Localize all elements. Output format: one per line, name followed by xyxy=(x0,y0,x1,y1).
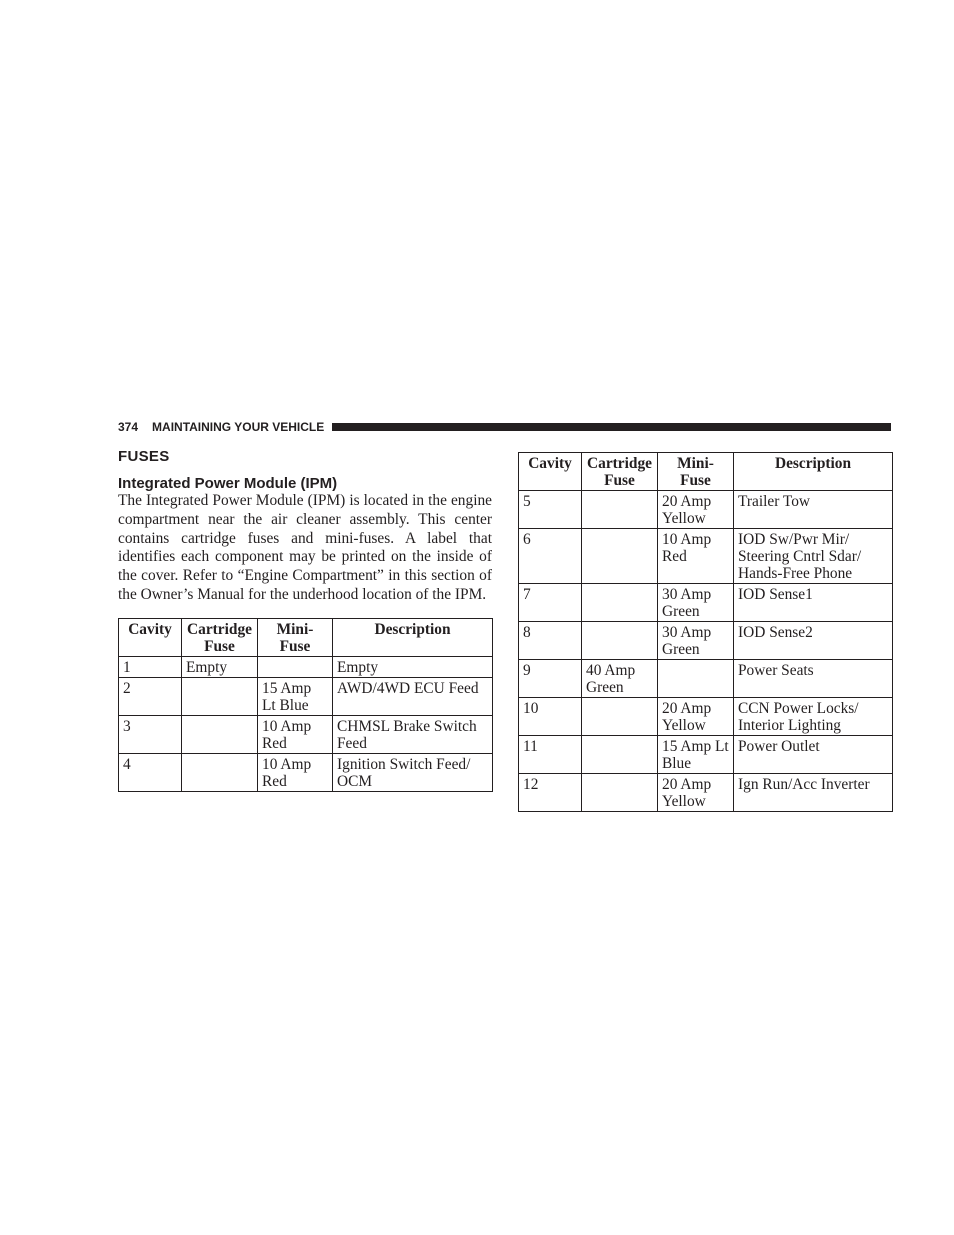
cell-mini: 30 Amp Green xyxy=(658,622,734,660)
cell-cartridge xyxy=(582,491,658,529)
table-row xyxy=(519,660,893,698)
cell-cavity: 9 xyxy=(519,660,582,698)
cell-cartridge xyxy=(582,736,658,774)
cell-mini: 30 Amp Green xyxy=(658,584,734,622)
header-cartridge-fuse: Cartridge Fuse xyxy=(182,618,258,656)
cell-cavity: 7 xyxy=(519,584,582,622)
cell-cartridge xyxy=(182,715,258,753)
cell-cavity: 6 xyxy=(519,529,582,584)
cell-mini: 20 Amp Yellow xyxy=(658,774,734,812)
cell-description: IOD Sw/Pwr Mir/ Steering Cntrl Sdar/ Hands-Free Phone xyxy=(734,529,893,584)
table-row xyxy=(519,584,893,622)
cell-cavity: 12 xyxy=(519,774,582,812)
cell-description: IOD Sense2 xyxy=(734,622,893,660)
header-cavity: Cavity xyxy=(119,618,182,656)
page-number: 374 xyxy=(118,420,139,434)
cell-cavity: 4 xyxy=(119,753,182,791)
cell-cavity: 10 xyxy=(519,698,582,736)
cell-description: CHMSL Brake Switch Feed xyxy=(333,715,493,753)
header-description: Description xyxy=(734,453,893,491)
cell-cartridge xyxy=(582,698,658,736)
cell-mini xyxy=(258,656,333,677)
cell-cavity: 3 xyxy=(119,715,182,753)
cell-cartridge xyxy=(582,774,658,812)
header-mini-fuse: Mini- Fuse xyxy=(658,453,734,491)
cell-mini: 20 Amp Yellow xyxy=(658,698,734,736)
cell-cartridge xyxy=(182,677,258,715)
cell-cartridge xyxy=(182,753,258,791)
cell-cavity: 11 xyxy=(519,736,582,774)
cell-description: CCN Power Locks/ Interior Lighting xyxy=(734,698,893,736)
cell-mini: 15 Amp Lt Blue xyxy=(258,677,333,715)
table-header-row xyxy=(119,618,493,656)
table-row xyxy=(519,774,893,812)
left-column xyxy=(118,448,492,792)
table-row xyxy=(519,491,893,529)
cell-mini: 10 Amp Red xyxy=(258,715,333,753)
table-row xyxy=(519,529,893,584)
cell-description: Power Outlet xyxy=(734,736,893,774)
fuse-table-left xyxy=(118,618,493,792)
right-column xyxy=(518,452,892,812)
cell-mini: 10 Amp Red xyxy=(258,753,333,791)
cell-cavity: 5 xyxy=(519,491,582,529)
cell-description: Ignition Switch Feed/ OCM xyxy=(333,753,493,791)
cell-description: IOD Sense1 xyxy=(734,584,893,622)
table-header-row xyxy=(519,453,893,491)
cell-description: Empty xyxy=(333,656,493,677)
page-header xyxy=(118,419,891,435)
header-mini-fuse: Mini- Fuse xyxy=(258,618,333,656)
header-cavity: Cavity xyxy=(519,453,582,491)
cell-cavity: 8 xyxy=(519,622,582,660)
cell-cartridge xyxy=(582,584,658,622)
ipm-paragraph: The Integrated Power Module (IPM) is located in the engine compartment near the air cleaner assembly. This center contains cartridge fuses and mini-fuses. A label that identifies each component may be printed on the inside of the cover. Refer to “Engine Compartment” in this section of the Owner’s Manual for the underhood location of the IPM. xyxy=(118,492,492,603)
cell-description: Ign Run/Acc Inverter xyxy=(734,774,893,812)
table-row xyxy=(519,698,893,736)
cell-cartridge: 40 Amp Green xyxy=(582,660,658,698)
cell-mini: 15 Amp Lt Blue xyxy=(658,736,734,774)
cell-cartridge xyxy=(582,622,658,660)
header-cartridge-fuse: Cartridge Fuse xyxy=(582,453,658,491)
fuses-heading: FUSES xyxy=(118,448,170,465)
table-row xyxy=(119,753,493,791)
cell-description: Power Seats xyxy=(734,660,893,698)
cell-cartridge xyxy=(582,529,658,584)
cell-description: Trailer Tow xyxy=(734,491,893,529)
cell-cavity: 1 xyxy=(119,656,182,677)
cell-mini: 10 Amp Red xyxy=(658,529,734,584)
table-row xyxy=(519,736,893,774)
fuse-table-right xyxy=(518,452,893,812)
section-title: MAINTAINING YOUR VEHICLE xyxy=(152,420,325,434)
table-row xyxy=(119,677,493,715)
header-rule xyxy=(332,423,891,431)
table-row xyxy=(519,622,893,660)
cell-cartridge: Empty xyxy=(182,656,258,677)
cell-cavity: 2 xyxy=(119,677,182,715)
cell-mini xyxy=(658,660,734,698)
table-row xyxy=(119,715,493,753)
header-description: Description xyxy=(333,618,493,656)
cell-mini: 20 Amp Yellow xyxy=(658,491,734,529)
cell-description: AWD/4WD ECU Feed xyxy=(333,677,493,715)
ipm-subheading: Integrated Power Module (IPM) xyxy=(118,475,338,492)
table-row xyxy=(119,656,493,677)
